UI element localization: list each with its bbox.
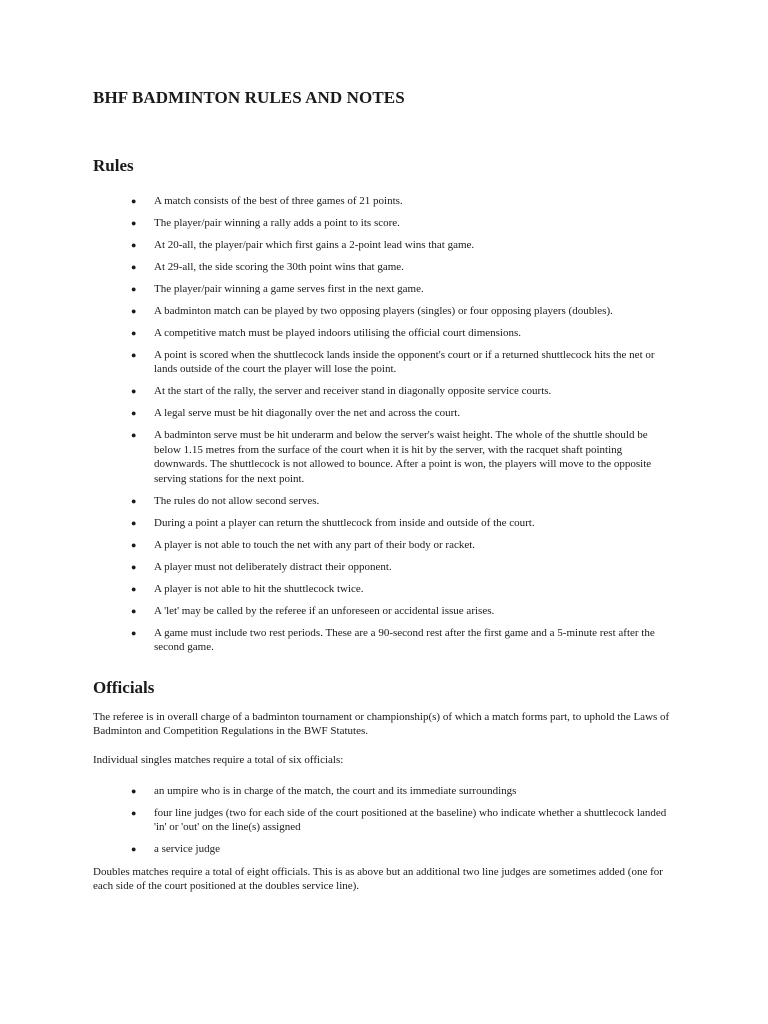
list-item: ● A player is not able to touch the net with any part of their body or racket. [131, 538, 476, 551]
bullet-icon: ● [131, 262, 137, 272]
bullet-icon: ● [131, 495, 137, 506]
list-item: ● four line judges (two for each side of the court positioned at the baseline) who indicate whether a shuttlecock landed 'in' or 'out' on the line(s) assigned [131, 807, 667, 834]
document-title: BHF BADMINTON RULES AND NOTES [93, 88, 405, 107]
list-item: ● At 20-all, the player/pair which first gains a 2-point lead wins that game. [131, 239, 475, 251]
list-item: ● During a point a player can return the shuttlecock from inside and outside of the court. [131, 516, 535, 529]
rules-heading: Rules [93, 156, 134, 175]
bullet-icon: ● [131, 844, 137, 855]
officials-paragraph-singles: Individual singles matches require a total of six officials: [93, 754, 344, 766]
list-item: ● The player/pair winning a game serves first in the next game. [131, 283, 424, 295]
officials-paragraph-referee: The referee is in overall charge of a badminton tournament or championship(s) of which a match forms part, to uphold the Laws of Badminton and Competition Regulations in the BWF Statutes. [93, 711, 670, 738]
officials-paragraph-doubles: Doubles matches require a total of eight officials. This is as above but an additional two line judges are sometimes added (one for each side of the court positioned at the doubles service line). [93, 866, 663, 893]
list-item: ● A badminton match can be played by two opposing players (singles) or four opposing players (doubles). [131, 305, 613, 317]
bullet-icon: ● [131, 408, 137, 419]
list-item: ● At the start of the rally, the server and receiver stand in diagonally opposite service courts. [131, 385, 552, 398]
list-item: ● A point is scored when the shuttlecock lands inside the opponent's court or if a returned shuttlecock hits the net or lands outside of the court the player will lose the point. [131, 349, 655, 376]
bullet-icon: ● [131, 627, 137, 638]
bullet-icon: ● [131, 539, 137, 550]
bullet-icon: ● [131, 284, 137, 294]
bullet-icon: ● [131, 240, 137, 250]
bullet-icon: ● [131, 306, 137, 316]
list-item: ● The rules do not allow second serves. [131, 494, 320, 507]
list-item: ● an umpire who is in charge of the match, the court and its immediate surroundings [131, 785, 517, 797]
list-item: ● A legal serve must be hit diagonally over the net and across the court. [131, 407, 461, 420]
list-item: ● A competitive match must be played indoors utilising the official court dimensions. [131, 327, 522, 339]
list-item: ● At 29-all, the side scoring the 30th point wins that game. [131, 261, 404, 273]
rules-list [131, 194, 676, 662]
list-item: ● A player must not deliberately distract their opponent. [131, 560, 392, 573]
officials-list [131, 784, 676, 864]
bullet-icon: ● [131, 386, 137, 397]
bullet-icon: ● [131, 786, 137, 796]
list-item: ● A badminton serve must be hit underarm and below the server's waist height. The whole of the shuttle should be below 1.15 metres from the surface of the court when it is hit by the server, with the racquet shaft pointing downwards. The shuttlecock is not allowed to bounce. After a point is won, the players will move to the opposite serving stations for the next point. [131, 429, 652, 485]
bullet-icon: ● [131, 430, 137, 441]
bullet-icon: ● [131, 808, 137, 818]
list-item: ● A match consists of the best of three games of 21 points. [131, 195, 403, 207]
bullet-icon: ● [131, 218, 137, 228]
bullet-icon: ● [131, 561, 137, 572]
list-item: ● A player is not able to hit the shuttlecock twice. [131, 582, 364, 595]
bullet-icon: ● [131, 350, 137, 360]
list-item: ● A game must include two rest periods. These are a 90-second rest after the first game and a 5-minute rest after the second game. [131, 626, 655, 654]
bullet-icon: ● [131, 328, 137, 338]
bullet-icon: ● [131, 583, 137, 594]
bullet-icon: ● [131, 517, 137, 528]
bullet-icon: ● [131, 605, 137, 616]
list-item: ● a service judge [131, 843, 220, 856]
officials-heading: Officials [93, 678, 155, 697]
list-item: ● The player/pair winning a rally adds a point to its score. [131, 217, 400, 229]
bullet-icon: ● [131, 196, 137, 206]
list-item: ● A 'let' may be called by the referee if an unforeseen or accidental issue arises. [131, 604, 495, 617]
